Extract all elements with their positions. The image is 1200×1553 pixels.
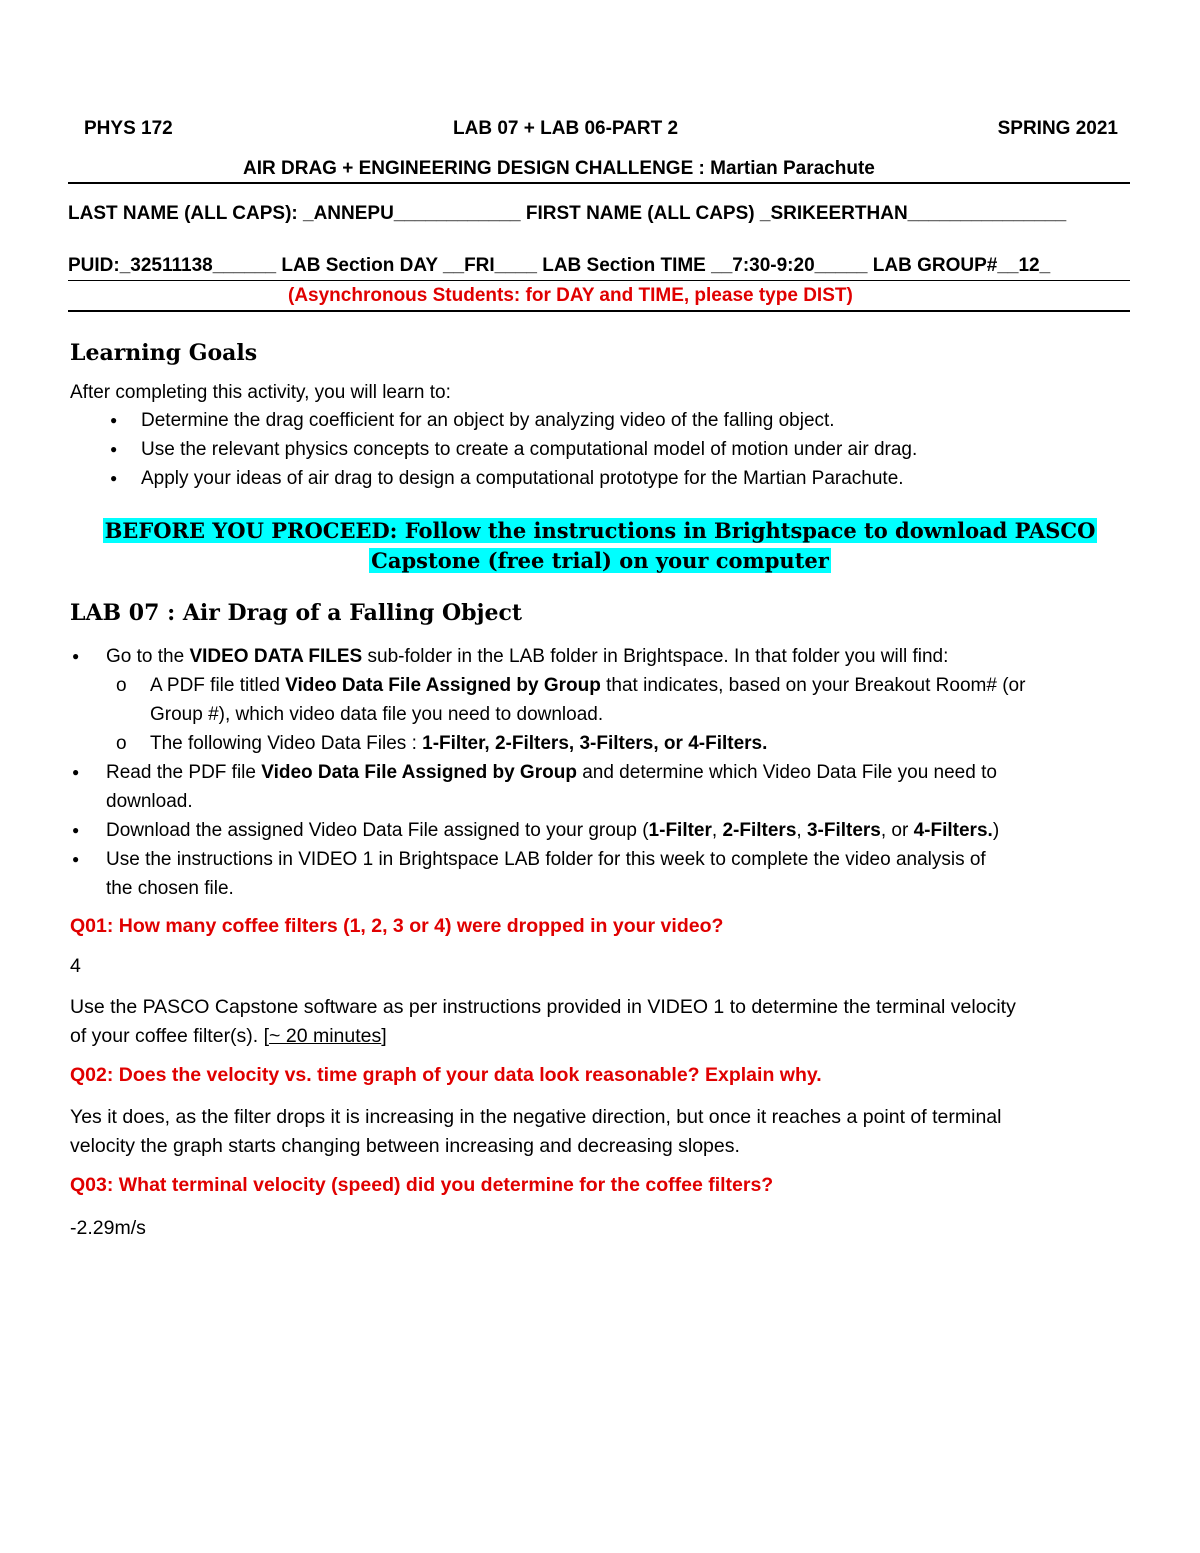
lab07-bullet-1: Go to the VIDEO DATA FILES sub-folder in the LAB folder in Brightspace. In that folder you will find: (106, 646, 949, 667)
bullet-icon: ● (110, 413, 118, 427)
bullet-icon: ● (72, 823, 80, 837)
circle-bullet-icon: o (116, 733, 127, 754)
info-divider (68, 310, 1130, 312)
lab07-sub-1: A PDF file titled Video Data File Assigned by Group that indicates, based on your Breakout Room# (or (150, 675, 1026, 696)
course-code: PHYS 172 (84, 118, 173, 139)
circle-bullet-icon: o (116, 675, 127, 696)
goal-item: Determine the drag coefficient for an object by analyzing video of the falling object. (141, 410, 835, 431)
callout-text-1: BEFORE YOU PROCEED: Follow the instructions in Brightspace to download PASCO (104, 518, 1096, 543)
header-row (84, 118, 1118, 142)
bullet-icon: ● (72, 649, 80, 663)
question-q01: Q01: How many coffee filters (1, 2, 3 or 4) were dropped in your video? (70, 915, 724, 937)
lab07-heading: LAB 07 : Air Drag of a Falling Object (70, 600, 523, 626)
question-q02: Q02: Does the velocity vs. time graph of your data look reasonable? Explain why. (70, 1064, 822, 1086)
lab-title: AIR DRAG + ENGINEERING DESIGN CHALLENGE : Martian Parachute (243, 158, 875, 179)
answer-q02-line-1: Yes it does, as the filter drops it is increasing in the negative direction, but once it reaches a point of terminal (70, 1106, 1002, 1128)
instruction-line-2: of your coffee filter(s). [~ 20 minutes] (70, 1025, 387, 1047)
name-line: LAST NAME (ALL CAPS): _ANNEPU____________ FIRST NAME (ALL CAPS) _SRIKEERTHAN_______________ (68, 203, 1067, 224)
answer-q02-line-2: velocity the graph starts changing between increasing and decreasing slopes. (70, 1135, 740, 1157)
callout-line-1 (0, 516, 1200, 546)
goal-item: Apply your ideas of air drag to design a computational prototype for the Martian Parachute. (141, 468, 904, 489)
answer-q03: -2.29m/s (70, 1217, 146, 1239)
info-underline (68, 280, 1130, 281)
lab07-bullet-4: Use the instructions in VIDEO 1 in Brightspace LAB folder for this week to complete the video analysis of (106, 849, 986, 870)
lab07-sub-2: The following Video Data Files : 1-Filter, 2-Filters, 3-Filters, or 4-Filters. (150, 733, 768, 754)
answer-q01: 4 (70, 955, 81, 977)
header-divider (68, 182, 1130, 184)
learning-goals-heading: Learning Goals (70, 340, 258, 366)
question-q03: Q03: What terminal velocity (speed) did you determine for the coffee filters? (70, 1174, 774, 1196)
callout-line-2 (0, 546, 1200, 576)
term: SPRING 2021 (997, 118, 1118, 139)
learning-goals-intro: After completing this activity, you will learn to: (70, 382, 451, 403)
async-note: (Asynchronous Students: for DAY and TIME, please type DIST) (288, 285, 853, 306)
lab07-bullet-4-cont: the chosen file. (106, 878, 234, 899)
lab07-bullet-2-cont: download. (106, 791, 193, 812)
puid-line: PUID:_32511138______ LAB Section DAY __FRI____ LAB Section TIME __7:30-9:20_____ LAB GROUP#__12_ (68, 255, 1051, 276)
bullet-icon: ● (110, 471, 118, 485)
lab07-bullet-3: Download the assigned Video Data File assigned to your group (1-Filter, 2-Filters, 3-Filters, or 4-Filters.) (106, 820, 1000, 841)
goal-item: Use the relevant physics concepts to create a computational model of motion under air drag. (141, 439, 918, 460)
lab07-sub-1-cont: Group #), which video data file you need to download. (150, 704, 604, 725)
instruction-line-1: Use the PASCO Capstone software as per instructions provided in VIDEO 1 to determine the terminal velocity (70, 996, 1016, 1018)
lab-number: LAB 07 + LAB 06-PART 2 (453, 118, 679, 139)
bullet-icon: ● (72, 765, 80, 779)
lab07-bullet-2: Read the PDF file Video Data File Assigned by Group and determine which Video Data File you need to (106, 762, 997, 783)
callout-text-2: Capstone (free trial) on your computer (371, 548, 829, 573)
bullet-icon: ● (72, 852, 80, 866)
bullet-icon: ● (110, 442, 118, 456)
